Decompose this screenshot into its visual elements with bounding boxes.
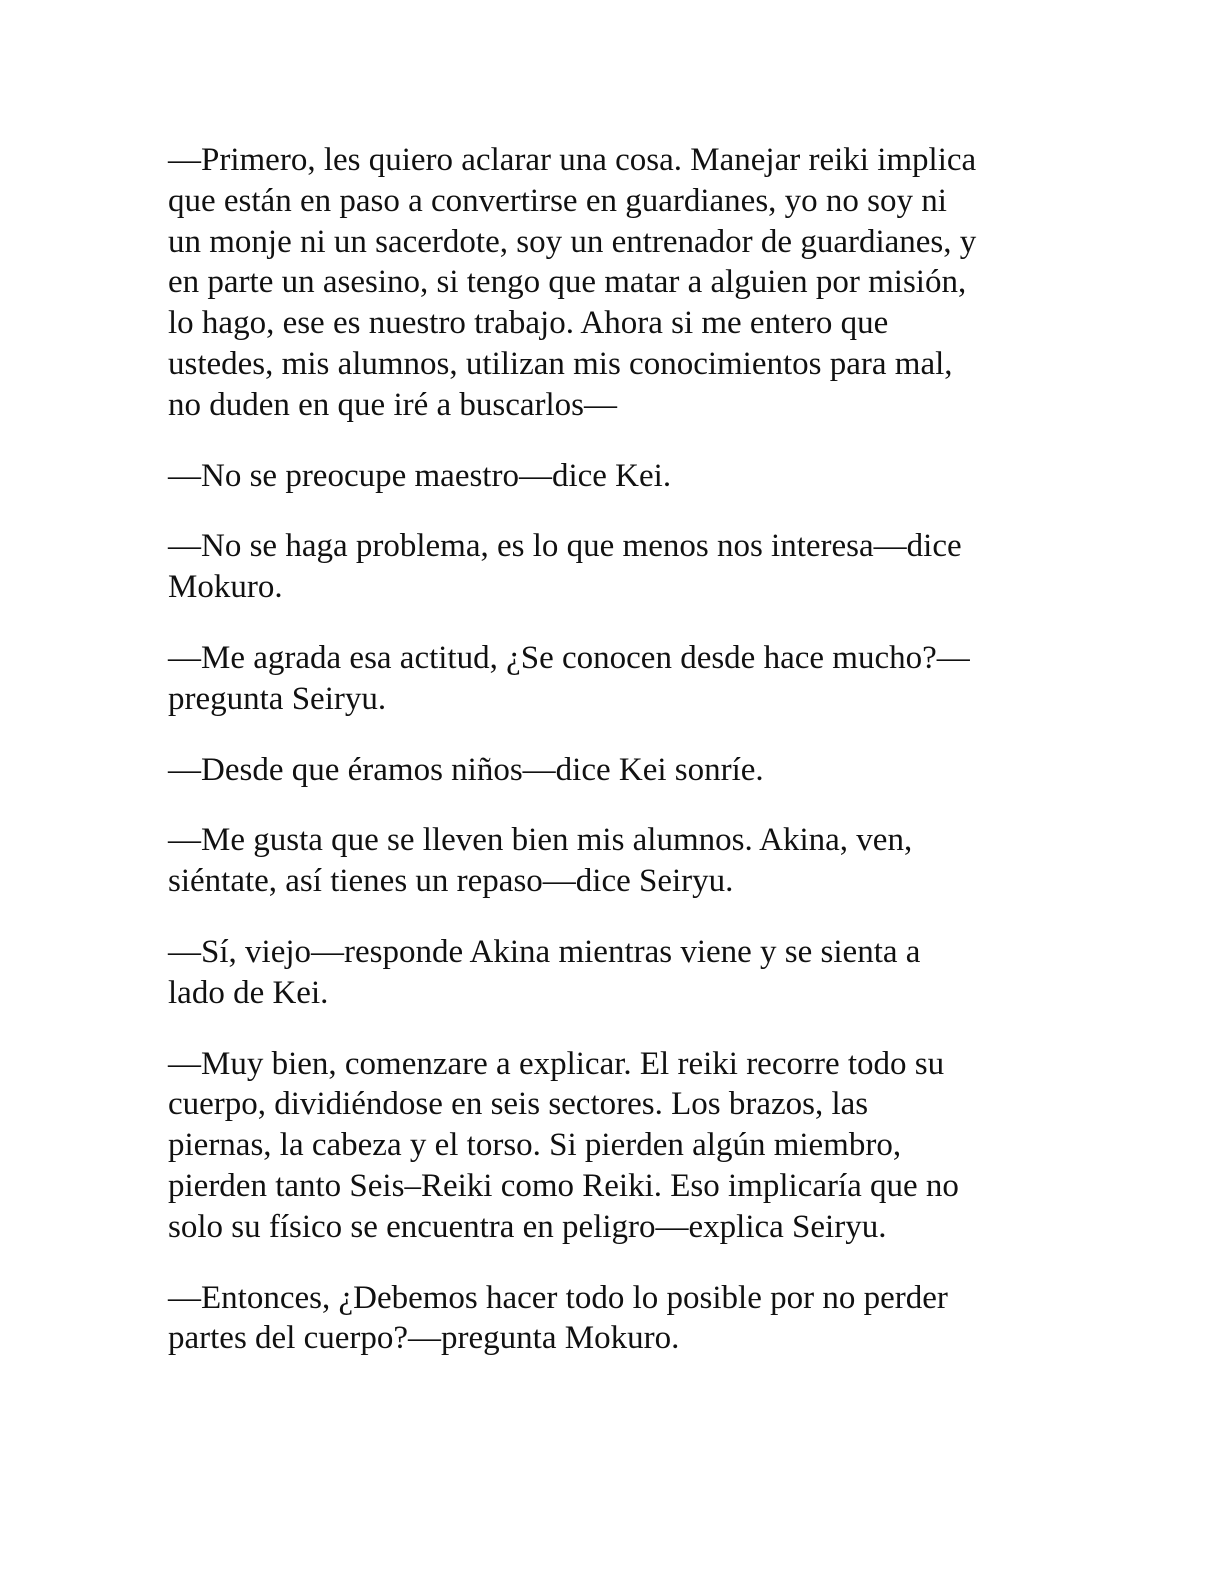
text-line: Mokuro. bbox=[168, 569, 283, 606]
text-line: ustedes, mis alumnos, utilizan mis conocimientos para mal, bbox=[168, 345, 953, 382]
paragraph bbox=[168, 140, 1048, 426]
paragraph bbox=[168, 820, 1048, 902]
text-line: lado de Kei. bbox=[168, 974, 329, 1011]
text-line: —No se preocupe maestro—dice Kei. bbox=[168, 457, 672, 494]
text-line: —Primero, les quiero aclarar una cosa. Manejar reiki implica bbox=[168, 142, 977, 178]
text-line: que están en paso a convertirse en guardianes, yo no soy ni bbox=[168, 182, 947, 219]
text-line: siéntate, así tienes un repaso—dice Seiryu. bbox=[168, 863, 734, 900]
text-line: piernas, la cabeza y el torso. Si pierden algún miembro, bbox=[168, 1127, 902, 1164]
text-line: pregunta Seiryu. bbox=[168, 680, 387, 717]
paragraph bbox=[168, 1044, 1048, 1248]
text-line: cuerpo, dividiéndose en seis sectores. Los brazos, las bbox=[168, 1086, 869, 1123]
text-line: solo su físico se encuentra en peligro—explica Seiryu. bbox=[168, 1208, 887, 1245]
text-line: —Desde que éramos niños—dice Kei sonríe. bbox=[168, 751, 764, 788]
paragraph bbox=[168, 750, 1048, 791]
text-line: —Muy bien, comenzare a explicar. El reiki recorre todo su bbox=[168, 1045, 945, 1082]
text-line: lo hago, ese es nuestro trabajo. Ahora si me entero que bbox=[168, 305, 889, 342]
paragraph bbox=[168, 638, 1048, 720]
text-line: pierden tanto Seis–Reiki como Reiki. Eso implicaría que no bbox=[168, 1167, 959, 1204]
text-line: no duden en que iré a buscarlos— bbox=[168, 386, 618, 423]
text-line: en parte un asesino, si tengo que matar a alguien por misión, bbox=[168, 264, 967, 301]
text-line: —Me agrada esa actitud, ¿Se conocen desde hace mucho?— bbox=[168, 639, 970, 676]
text-line: —No se haga problema, es lo que menos nos interesa—dice bbox=[168, 528, 962, 565]
text-line: —Entonces, ¿Debemos hacer todo lo posible por no perder bbox=[168, 1279, 948, 1316]
paragraph bbox=[168, 1278, 1048, 1360]
text-line: partes del cuerpo?—pregunta Mokuro. bbox=[168, 1320, 680, 1357]
document-page bbox=[168, 140, 1048, 1389]
paragraph bbox=[168, 456, 1048, 497]
paragraph bbox=[168, 526, 1048, 608]
text-line: —Sí, viejo—responde Akina mientras viene y se sienta a bbox=[168, 933, 921, 970]
paragraph bbox=[168, 932, 1048, 1014]
text-line: un monje ni un sacerdote, soy un entrenador de guardianes, y bbox=[168, 223, 977, 260]
text-line: —Me gusta que se lleven bien mis alumnos. Akina, ven, bbox=[168, 822, 913, 859]
